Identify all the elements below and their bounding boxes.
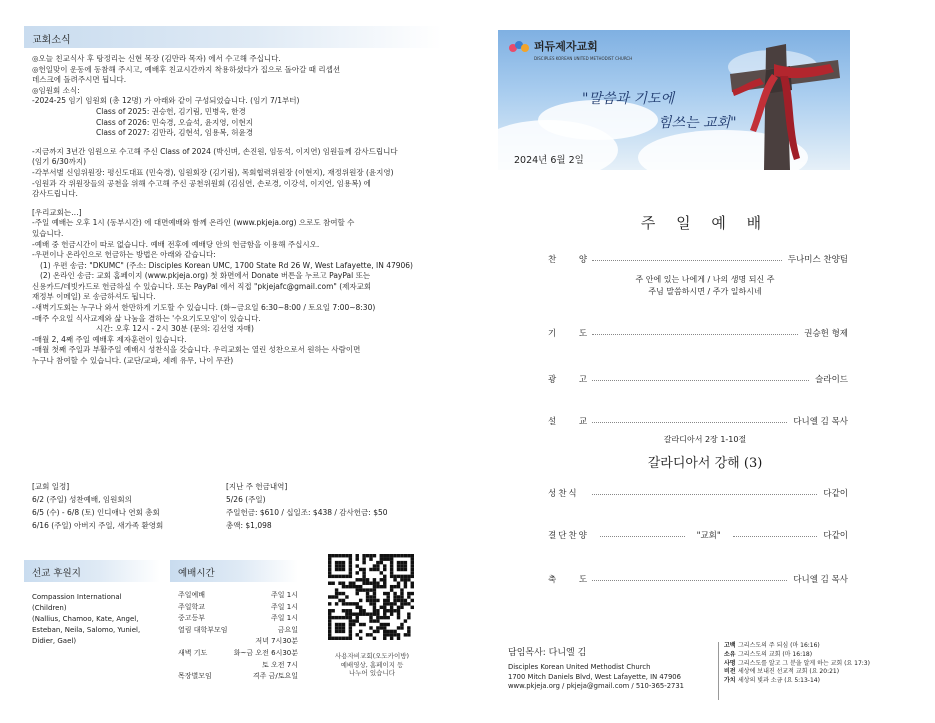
cross-icon <box>700 30 850 170</box>
church-vision <box>724 642 870 686</box>
dotted-leader <box>592 494 817 495</box>
table-row: 토 오전 7시 <box>262 660 298 669</box>
notices-list <box>24 48 442 367</box>
notice-line: 감사드립니다. <box>32 189 78 199</box>
notice-line: Class of 2026: 민숙경, 오슬석, 윤지영, 이현지 <box>96 117 253 127</box>
church-logo-icon <box>508 39 530 53</box>
dotted-leader <box>733 536 818 537</box>
vision-row: 고백 그리스도의 주 되심 (마 16:16) <box>724 642 820 649</box>
table-row: 중고등부 주일 1시 <box>178 614 298 623</box>
order-row-communion: 성찬식 다같이 <box>548 489 848 499</box>
qr-caption-line: 나누어 있습니다 <box>348 669 396 677</box>
offering-item: 총액: $1,098 <box>226 521 272 530</box>
worship-times-header: 예배시간 <box>170 560 298 582</box>
order-row-sermon: 설 교 다니엘 김 목사 <box>548 417 848 427</box>
mission-line: (Children) <box>32 604 67 612</box>
table-row: 저녁 7시30분 <box>255 637 298 646</box>
notice-line: ◎오늘 친교식사 후 탕정리는 신현 목장 (김만라 목자) 에서 수고해 주십니다. <box>32 54 281 63</box>
church-contact-link[interactable]: www.pkjeja.org / pkjeja@gmail.com / 510-365-2731 <box>508 682 684 691</box>
offering-item: 5/26 (주일) <box>226 495 266 504</box>
qr-caption-line: 예배영상, 홈페이지 등 <box>340 660 404 669</box>
order-row-announcements: 광 고 슬라이드 <box>548 375 848 385</box>
offering-item: 주일헌금: $610 / 십일조: $438 / 감사헌금: $50 <box>226 508 388 517</box>
schedule-item: 6/2 (주일) 성찬예배, 임원회의 <box>32 495 132 504</box>
church-info: Disciples Korean United Methodist Church 1700 Mitch Daniels Blvd, West Lafayette, IN 47906 www.pkjeja.org / pkjeja@gmail.com / 510-365-2731 <box>508 663 684 691</box>
mission-body <box>24 582 160 657</box>
offering-title: [지난 주 헌금내역] <box>226 482 288 491</box>
notice-line: -예배 중 헌금시간이 따로 없습니다. 예배 전후에 예배당 안의 헌금함을 이용해 주십시오. <box>32 239 320 249</box>
notice-line: -주일 예배는 오후 1시 (동부시간) 에 대면예배와 함께 온라인 (www.pkjeja.org) 으로도 참여할 수 <box>32 218 355 228</box>
notice-line: -우편이나 온라인으로 헌금하는 방법은 아래와 같습니다: <box>32 250 216 260</box>
mission-header: 선교 후원지 <box>24 560 160 582</box>
table-row: 주일학교 주일 1시 <box>178 602 298 611</box>
notice-line: Class of 2027: 김만라, 김현석, 임용복, 허윤경 <box>96 128 253 138</box>
bulletin-date: 2024년 6월 2일 <box>514 155 584 166</box>
table-row: 주일예배 주일 1시 <box>178 591 298 599</box>
notice-line: -매주 수요일 식사교제와 삶 나눔을 겸하는 '수요기도모임'이 있습니다. <box>32 313 261 323</box>
sermon-title: 갈라디아서 강해 (3) <box>647 456 763 471</box>
dotted-leader <box>592 580 787 581</box>
mission-line: (Nallius, Chamoo, Kate, Angel, <box>32 615 139 623</box>
notice-line: 데스크에 돌려주시면 됩니다. <box>32 75 127 85</box>
qr-box <box>324 554 420 678</box>
right-panel <box>498 30 912 706</box>
mission-line: Esteban, Neila, Salomo, Yuniel, <box>32 626 141 634</box>
notice-spacer <box>32 139 434 147</box>
church-subtitle: DISCIPLES KOREAN UNITED METHODIST CHURCH <box>534 56 633 61</box>
qr-caption <box>324 652 420 678</box>
order-row-response-song: 결단찬양 "교회" 다같이 <box>548 531 849 541</box>
church-name: 퍼듀제자교회 <box>534 40 598 53</box>
notice-line: 누구나 참여할 수 있습니다. (교단/교파, 세례 유무, 나이 무관) <box>32 356 234 366</box>
mission-box <box>24 560 160 657</box>
motto-line-1: "말씀과 기도에 <box>582 91 675 107</box>
bottom-boxes <box>24 560 442 706</box>
notice-line: (임기 6/30까지) <box>32 157 87 167</box>
order-row-prayer: 기 도 권승헌 형제 <box>548 329 848 339</box>
notice-line: -각부서별 신임위원장: 평신도대표 (민숙경), 임원회장 (김기림), 목회협력위원장 (이현지), 재정위원장 (윤지영) <box>32 167 394 177</box>
worship-times-table <box>178 590 298 683</box>
offering-report <box>226 480 442 532</box>
dotted-leader <box>592 260 782 261</box>
table-row: 열림 대학부모임 금요일 <box>178 625 298 634</box>
banner <box>498 30 850 170</box>
dotted-leader <box>592 422 787 423</box>
table-row: 새벽 기도 화~금 오전 6시30분 <box>178 648 298 657</box>
notice-line: [우리교회는…] <box>32 207 82 217</box>
notice-line: -임원과 각 위원장들의 공천을 위해 수고해 주신 공천위원회 (김심연, 손로경, 이강석, 이지연, 임용복) 에 <box>32 178 371 188</box>
notice-line: -지금까지 3년간 임원으로 수고해 주신 Class of 2024 (박신며, 손진원, 임동석, 이지연) 임원들께 감사드립니다 <box>32 146 398 156</box>
dotted-leader <box>600 536 685 537</box>
dotted-leader <box>592 380 809 381</box>
left-panel <box>24 26 442 706</box>
order-row-praise: 찬 양 두나미스 찬양팀 <box>548 255 848 265</box>
church-logo <box>508 38 598 54</box>
mission-line: Compassion International <box>32 593 122 601</box>
mission-line: Didier, Gael) <box>32 637 77 645</box>
notice-line: -2024-25 임기 임원회 (총 12명) 가 아래와 같이 구성되었습니다. (임기 7/1부터) <box>32 96 300 106</box>
worship-times-box <box>170 560 298 683</box>
notice-line: -새벽기도회는 누구나 와서 한만하게 기도할 수 있습니다. (화~금요일 6:30~8:00 / 토요일 7:00~8:30) <box>32 303 376 313</box>
song-list: 주 안에 있는 나에게 / 나의 생명 되신 주 주님 말씀하시면 / 주가 일하시네 <box>635 275 775 296</box>
footer <box>498 640 912 702</box>
pastor-name: 담임목사: 다니엘 김 <box>508 648 587 658</box>
scripture-ref: 갈라디아서 2장 1-10절 <box>663 435 747 444</box>
notice-line: 재정부 이메일) 로 송금하셔도 됩니다. <box>32 292 156 302</box>
worship-title: 주 일 예 배 <box>640 214 770 232</box>
notice-spacer <box>32 200 434 208</box>
notice-line: 신용카드/데빗카드로 헌금하실 수 있습니다. 또는 PayPal 에서 직접 "pkjejafc@gmail.com" (제자교회 <box>32 281 372 291</box>
notice-line: -매월 첫째 주일과 부활주일 예배시 성찬식을 갖습니다. 우리교회는 열린 성찬으로서 원하는 사람이면 <box>32 345 361 355</box>
schedule-title: [교회 일정] <box>32 482 70 491</box>
notice-line: Class of 2025: 권승헌, 김기림, 민병욱, 한경 <box>96 106 246 116</box>
motto-line-2: 힘쓰는 교회" <box>658 115 737 131</box>
vision-row: 소유 그리스도의 교회 (마 16:18) <box>724 650 813 658</box>
vision-row: 비전 세상에 보내진 선교적 교회 (요 20:21) <box>724 668 840 676</box>
dotted-leader <box>592 334 798 335</box>
qr-code-icon[interactable] <box>328 554 414 640</box>
vision-row: 사명 그리스도를 알고 그 분을 알게 하는 교회 (요 17:3) <box>724 659 870 667</box>
footer-divider <box>718 642 719 700</box>
schedule-item: 6/5 (수) - 6/8 (토) 인디애나 연회 총회 <box>32 508 160 517</box>
qr-caption-line: 사용자비교회(오도카이방) <box>334 652 410 660</box>
notice-line: ◎임원회 소식: <box>32 85 80 95</box>
vision-row: 가치 세상의 빛과 소금 (요 5:13-14) <box>724 677 820 685</box>
table-row: 목장별모임 격주 금/토요일 <box>178 672 298 681</box>
schedule-item: 6/16 (주일) 아버지 주일, 새가족 환영회 <box>32 521 164 530</box>
notice-line: 시간: 오후 12시 - 2시 30분 (문의: 김선영 자매) <box>96 324 254 334</box>
notices-header: 교회소식 <box>24 26 442 48</box>
notice-line: (2) 온라인 송금: 교회 홈페이지 (www.pkjeja.org) 첫 화면에서 Donate 버튼을 누르고 PayPal 또는 <box>40 271 371 281</box>
notice-line: 있습니다. <box>32 228 64 238</box>
notice-line: (1) 우편 송금: "DKUMC" (주소: Disciples Korean UMC, 1700 State Rd 26 W, West Lafayette, IN 47906) <box>40 260 413 270</box>
church-schedule <box>32 480 232 532</box>
notice-line: -매월 2, 4째 주일 예배후 제자훈련이 있습니다. <box>32 334 187 344</box>
notice-line: ◎헌일맞이 운동에 동참해 주시고, 예배후 친교시간까지 착용하셨다가 집으로 돌아갈 때 리셉션 <box>32 64 341 74</box>
order-row-benediction: 축 도 다니엘 김 목사 <box>548 575 848 585</box>
